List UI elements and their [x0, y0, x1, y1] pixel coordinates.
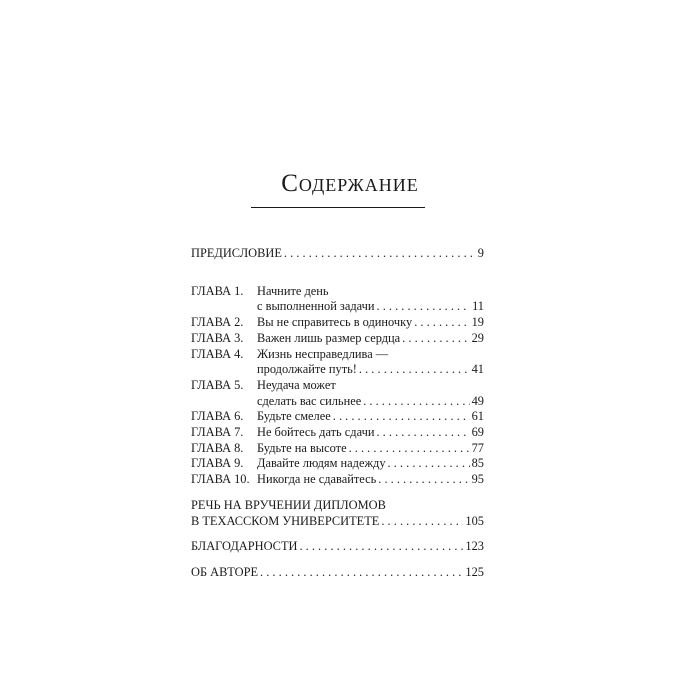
toc-page-number: 123	[465, 539, 484, 554]
toc-entry-chapter-8[interactable]	[191, 441, 484, 457]
toc-page-number: 19	[471, 315, 484, 330]
dot-leader	[414, 315, 469, 331]
dot-leader	[376, 425, 469, 441]
toc-page-number: 77	[471, 440, 484, 455]
dot-leader	[402, 331, 469, 347]
toc-entry-title: БЛАГОДАРНОСТИ	[191, 539, 298, 554]
page-title: Содержание	[281, 170, 419, 197]
toc-entry-preface[interactable]	[191, 246, 484, 262]
dot-leader	[377, 299, 471, 315]
toc-entry-title-line: В ТЕХАССКОМ УНИВЕРСИТЕТЕ	[191, 513, 380, 528]
toc-entry-title: ОБ АВТОРЕ	[191, 564, 259, 579]
chapter-label: ГЛАВА 4.	[191, 346, 244, 361]
chapter-title-line: Жизнь несправедлива —	[257, 346, 389, 361]
dot-leader	[388, 456, 470, 472]
toc-page-number: 69	[471, 425, 484, 440]
chapter-title-line: продолжайте путь!	[257, 362, 357, 377]
toc-entry-chapter-3[interactable]	[191, 331, 484, 347]
chapter-title-line: с выполненной задачи	[257, 299, 375, 314]
toc-page-number: 61	[471, 409, 484, 424]
chapter-title-line: Давайте людям надежду	[257, 456, 386, 471]
chapter-title-line: Вы не справитесь в одиночку	[257, 315, 413, 330]
toc-entry-chapter-7[interactable]	[191, 425, 484, 441]
chapter-title-line: Важен лишь размер сердца	[257, 330, 401, 345]
chapter-label: ГЛАВА 6.	[191, 409, 244, 424]
toc-page-number: 125	[465, 564, 484, 579]
toc-entry-chapter-9[interactable]	[191, 456, 484, 472]
chapter-title-line: Будьте смелее	[257, 409, 331, 424]
chapter-title-line: Будьте на высоте	[257, 440, 347, 455]
chapter-label: ГЛАВА 10.	[191, 472, 250, 487]
chapter-label: ГЛАВА 9.	[191, 456, 244, 471]
dot-leader	[363, 394, 469, 410]
toc-page-number: 29	[471, 330, 484, 345]
toc-entry-acknowledgements[interactable]	[191, 539, 484, 555]
toc-entry-chapter-5[interactable]	[191, 378, 484, 409]
chapter-label: ГЛАВА 3.	[191, 330, 244, 345]
chapter-label: ГЛАВА 1.	[191, 283, 244, 298]
dot-leader	[284, 246, 476, 262]
toc-entry-chapter-6[interactable]	[191, 409, 484, 425]
dot-leader	[333, 409, 470, 425]
toc-entry-about-author[interactable]	[191, 565, 484, 581]
toc-entry-chapter-1[interactable]	[191, 284, 484, 315]
chapter-title-line: Неудача может	[257, 377, 336, 392]
chapter-title-line: Начните день	[257, 283, 329, 298]
toc-page-number: 9	[477, 246, 484, 260]
chapter-label: ГЛАВА 5.	[191, 377, 244, 392]
dot-leader	[359, 362, 470, 378]
toc-page-number: 41	[471, 362, 484, 377]
chapter-title-line: Не бойтесь дать сдачи	[257, 425, 375, 440]
toc-page-number: 85	[471, 456, 484, 471]
dot-leader	[299, 539, 463, 555]
toc-page-number: 49	[471, 393, 484, 408]
title-rule	[251, 207, 425, 208]
chapter-title-line: сделать вас сильнее	[257, 393, 362, 408]
toc-entry-speech[interactable]	[191, 498, 484, 529]
toc-entry-chapter-4[interactable]	[191, 347, 484, 378]
toc-entry-title: ПРЕДИСЛОВИЕ	[191, 246, 282, 260]
chapter-title-line: Никогда не сдавайтесь	[257, 472, 377, 487]
toc-page-number: 11	[472, 299, 484, 314]
toc-entry-chapter-10[interactable]	[191, 472, 484, 488]
table-of-contents	[191, 246, 484, 581]
toc-entry-chapter-2[interactable]	[191, 315, 484, 331]
toc-page-number: 95	[471, 472, 484, 487]
chapter-label: ГЛАВА 2.	[191, 315, 244, 330]
dot-leader	[260, 565, 463, 581]
toc-page-number: 105	[465, 513, 484, 528]
chapter-label: ГЛАВА 7.	[191, 425, 244, 440]
dot-leader	[378, 472, 469, 488]
toc-entry-title-line: РЕЧЬ НА ВРУЧЕНИИ ДИПЛОМОВ	[191, 497, 386, 512]
dot-leader	[381, 514, 463, 530]
dot-leader	[349, 441, 470, 457]
chapter-label: ГЛАВА 8.	[191, 440, 244, 455]
